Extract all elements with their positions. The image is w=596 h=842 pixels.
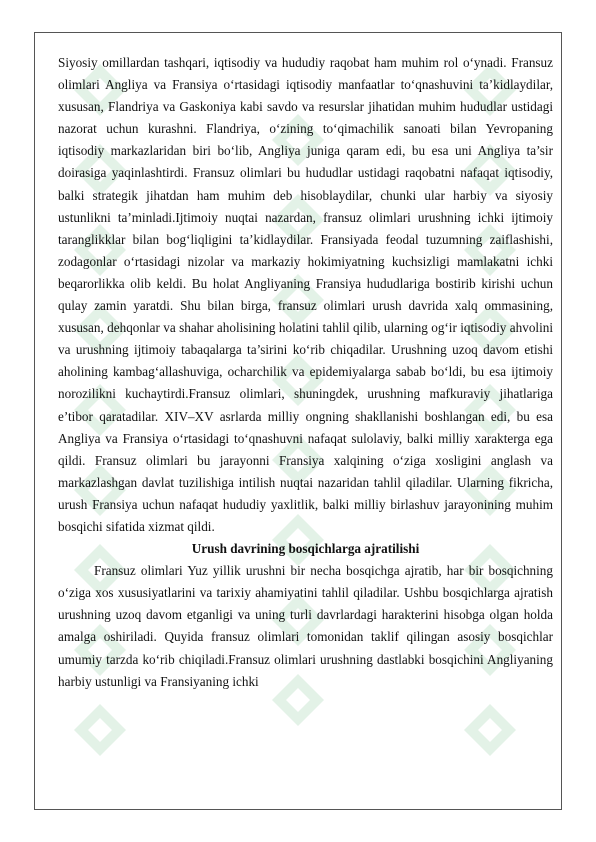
section-heading: Urush davrining bosqichlarga ajratilishi	[191, 541, 420, 557]
document-body	[58, 52, 553, 693]
body-paragraph-1: Siyosiy omillardan tashqari, iqtisodiy va hududiy raqobat ham muhim rol o‘ynadi. Fransuz olimlari Angliya va Fransiya o‘rtasidagi iqtisodiy manfaatlar to‘qnashuvini ta’kidlaydilar, xususan, Flandriya va Gaskoniya kabi savdo va resurslar jihatidan muhim hududlar ustidagi nazorat uchun kurashni. Flandriya, o‘zining to‘qimachilik sanoati bilan Yevropaning iqtisodiy markazlaridan biri bo‘lib, Angliya juniga qaram edi, bu esa uni Angliya ta’sir doirasiga yaqinlashtirdi. Fransuz olimlari bu hududlar ustidagi raqobatni nafaqat iqtisodiy, balki strategik jihatdan ham muhim deb hisoblaydilar, chunki ular harbiy va siyosiy ustunlikni ta’minladi.Ijtimoiy nuqtai nazardan, fransuz olimlari urushning ichki ijtimoiy taranglikklar bilan bog‘liqligini ta’kidlaydilar. Fransiyada feodal tuzumning zaiflashishi, zodagonlar o‘rtasidagi nizolar va markaziy hokimiyatning kuchsizligi mamlakatni ichki beqarorlikka olib keldi. Bu holat Angliyaning Fransiya hududlariga bostirib kirishi uchun qulay zamin yaratdi. Shu bilan birga, fransuz olimlari urush davrida xalq ommasining, xususan, dehqonlar va shahar aholisining holatini tahlil qilib, ularning og‘ir iqtisodiy ahvolini va urushning ijtimoiy tabaqalarga ta’sirini ko‘rib chiqadilar. Urushning uzoq davom etishi aholining kambag‘allashuviga, ocharchilik va epidemiyalarga sabab bo‘ldi, bu esa ijtimoiy norozilikni kuchaytirdi.Fransuz olimlari, shuningdek, urushning mafkuraviy jihatlariga e’tibor qaratadilar. XIV–XV asrlarda milliy ongning shakllanishi boshlangan edi, bu esa Angliya va Fransiya o‘rtasidagi to‘qnashuvni nafaqat sulolaviy, balki milliy xarakterga ega qildi. Fransuz olimlari bu jarayonni Fransiya xalqining o‘ziga xosligini anglash va markazlashgan davlat tuzilishiga intilish nuqtai nazaridan tahlil qiladilar. Ularning fikricha, urush Fransiya uchun nafaqat hududiy yaxlitlik, balki milliy birlashuv jarayonining muhim bosqichi sifatida xizmat qildi.	[58, 55, 553, 534]
body-paragraph-2: Fransuz olimlari Yuz yillik urushni bir necha bosqichga ajratib, har bir bosqichning o‘ziga xos xususiyatlarini va tarixiy ahamiyatini tahlil qiladilar. Ushbu bosqichlarga ajratish urushning uzoq davom etganligi va uning turli davrlardagi harakterini hisobga olgan holda amalga oshiriladi. Quyida fransuz olimlari tomonidan taklif qilingan asosiy bosqichlar umumiy tarzda ko‘rib chiqiladi.Fransuz olimlari urushning dastlabki bosqichini Angliyaning harbiy ustunligi va Fransiyaning ichki	[58, 563, 553, 689]
